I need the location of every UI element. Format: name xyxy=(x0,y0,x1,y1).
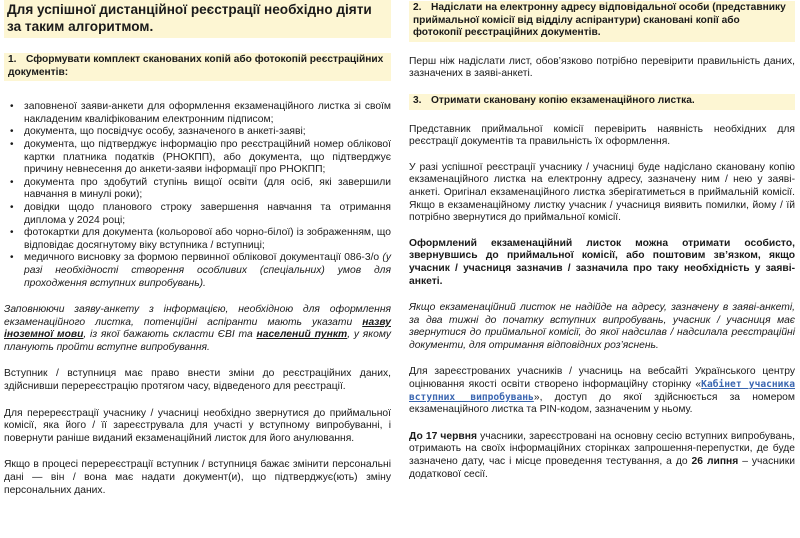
participant-cabinet-paragraph xyxy=(409,366,795,416)
invitation-dates-paragraph xyxy=(409,431,795,481)
medical-item-text: медичного висновку за формою первинної облікової документації 086-3/о xyxy=(24,252,383,264)
text-run: , у якому планують пройти вступне випробування. xyxy=(4,329,391,353)
algorithm-banner: Для успішної дистанційної реєстрації необхідно діяти за таким алгоритмом. xyxy=(4,0,391,38)
text-run: учасники, зареєстровані на основну сесію вступних випробувань, отримають на своїх інформаційних сторінках запрошення-перепустки, де буде зазначено дату, час і місце проведення тестування, а до xyxy=(409,430,795,468)
participant-cabinet-link[interactable]: Кабінет учасника вступних випробувань xyxy=(409,379,796,403)
reregistration-procedure-paragraph: Для перереєстрації учаснику / учасниці необхідно звернутися до приймальної комісії, яка його / її зареєструвала для участі у вступному випробуванні, і повернути раніше виданий екзаменаційний листок для його анулювання. xyxy=(4,407,391,444)
step-2-title: Надіслати на електронну адресу відповідальної особи (представнику приймальної комісії від відділу аспірантури) скановані копії або фотокопії реєстраційних документів. xyxy=(413,2,786,39)
left-column xyxy=(4,0,391,497)
step-2-heading xyxy=(409,1,795,42)
list-item: • фотокартки для документа (кольорової або чорно-білої) із зображенням, що відповідає досягнутому віку вступника / вступниці; xyxy=(4,227,391,252)
text-run: Для зареєстрованих учасників / учасниць на вебсайті Українського центру оцінювання якості освіти створено інформаційну сторінку « xyxy=(409,366,795,391)
date-june-17: До 17 червня xyxy=(409,430,477,442)
emphasis-locality: населений пункт xyxy=(256,329,348,341)
form-instructions-paragraph xyxy=(4,304,391,354)
missing-sheet-paragraph: Якщо екзаменаційний листок не надійде на адресу, зазначену в заяві-анкеті, за два тижні до початку вступних випробувань, учасник / учасниця має звернутися до приймальної комісії, до якої надсилав / надсилала реєстраційні документи, для отримання відповідних роз’яснень. xyxy=(409,302,795,351)
list-item: • документа про здобутий ступінь вищої освіти (для осіб, які завершили навчання в минулі роки); xyxy=(4,177,391,202)
step-1-heading xyxy=(4,53,391,81)
successful-registration-paragraph: У разі успішної реєстрації учаснику / учасниці буде надіслано скановану копію екзаменаційного листка на електронну адресу, зазначену ним / нею у заяві-анкеті. Оригінал екзаменаційного листка зберігатиметься в приймальній комісії. Якщо в екзаменаційному листку учасник / учасниця виявить помилки, йому / їй потрібно звернутися до приймальної комісії. xyxy=(409,161,795,224)
obtain-exam-sheet-paragraph: Оформлений екзаменаційний листок можна отримати особисто, звернувшись до приймальної комісії, або поштовим зв’язком, якщо учасник / учасниця зазначив / зазначила про таку необхідність у заяві-анкеті. xyxy=(409,237,795,287)
step-3-title: Отримати скановану копію екзаменаційного листка. xyxy=(431,94,695,106)
list-item: • документа, що посвідчує особу, зазначеного в анкеті-заяві; xyxy=(4,126,391,139)
reregistration-right-paragraph: Вступник / вступниця має право внести зміни до реєстраційних даних, здійснивши перереєстрацію протягом часу, відведеного для реєстрації. xyxy=(4,368,391,393)
verification-paragraph: Представник приймальної комісії перевірить наявність необхідних для реєстрації документів та правильність їх оформлення. xyxy=(409,123,795,148)
text-run: – учасники додаткової сесії. xyxy=(409,456,795,480)
medical-item-note: (у разі необхідності створення особливих (спеціальних) умов для проходження вступних випробувань). xyxy=(24,252,391,289)
list-item: • документа, що підтверджує інформацію про реєстраційний номер облікової картки платника податків (РНОКПП), або документа, що підтверджує причину невнесення до анкети-заяви інформації про РНОКПП; xyxy=(4,139,391,177)
date-july-26: 26 липня xyxy=(691,456,739,468)
step-3-heading xyxy=(409,94,795,110)
list-item xyxy=(4,252,391,290)
step-2-number: 2. xyxy=(413,2,422,13)
step-3-number: 3. xyxy=(413,94,422,106)
personal-data-change-paragraph: Якщо в процесі перереєстрації вступник / вступниця бажає змінити персональні дані — він / вона має надати документ(и), що підтверджує(ють) зміну персональних даних. xyxy=(4,459,391,496)
list-item: • довідки щодо планового строку завершення навчання та отримання диплома у 2024 році; xyxy=(4,202,391,227)
documents-list xyxy=(4,101,391,290)
right-column xyxy=(409,0,795,481)
check-data-paragraph: Перш ніж надіслати лист, обов’язково потрібно перевірити правильність даних, зазначених в заяві-анкеті. xyxy=(409,55,795,80)
text-run: Заповнюючи заяву-анкету з інформацією, необхідною для оформлення екзаменаційного листка, потенційні аспіранти мають указати xyxy=(4,304,391,328)
emphasis-language: назву іноземної мови xyxy=(4,316,391,341)
list-item: • заповненої заяви-анкети для оформлення екзаменаційного листка зі своїм накладеним кваліфікованим електронним підписом; xyxy=(4,101,391,126)
step-1-title: Сформувати комплект сканованих копій або фотокопій реєстраційних документів: xyxy=(8,54,384,78)
text-run: , із якої бажають скласти ЄВІ та xyxy=(83,329,257,341)
text-run: », доступ до якої здійснюється за номером екзаменаційного листка та PIN-кодом, зазначеним у ньому. xyxy=(409,391,795,416)
step-1-number: 1. xyxy=(8,54,17,65)
